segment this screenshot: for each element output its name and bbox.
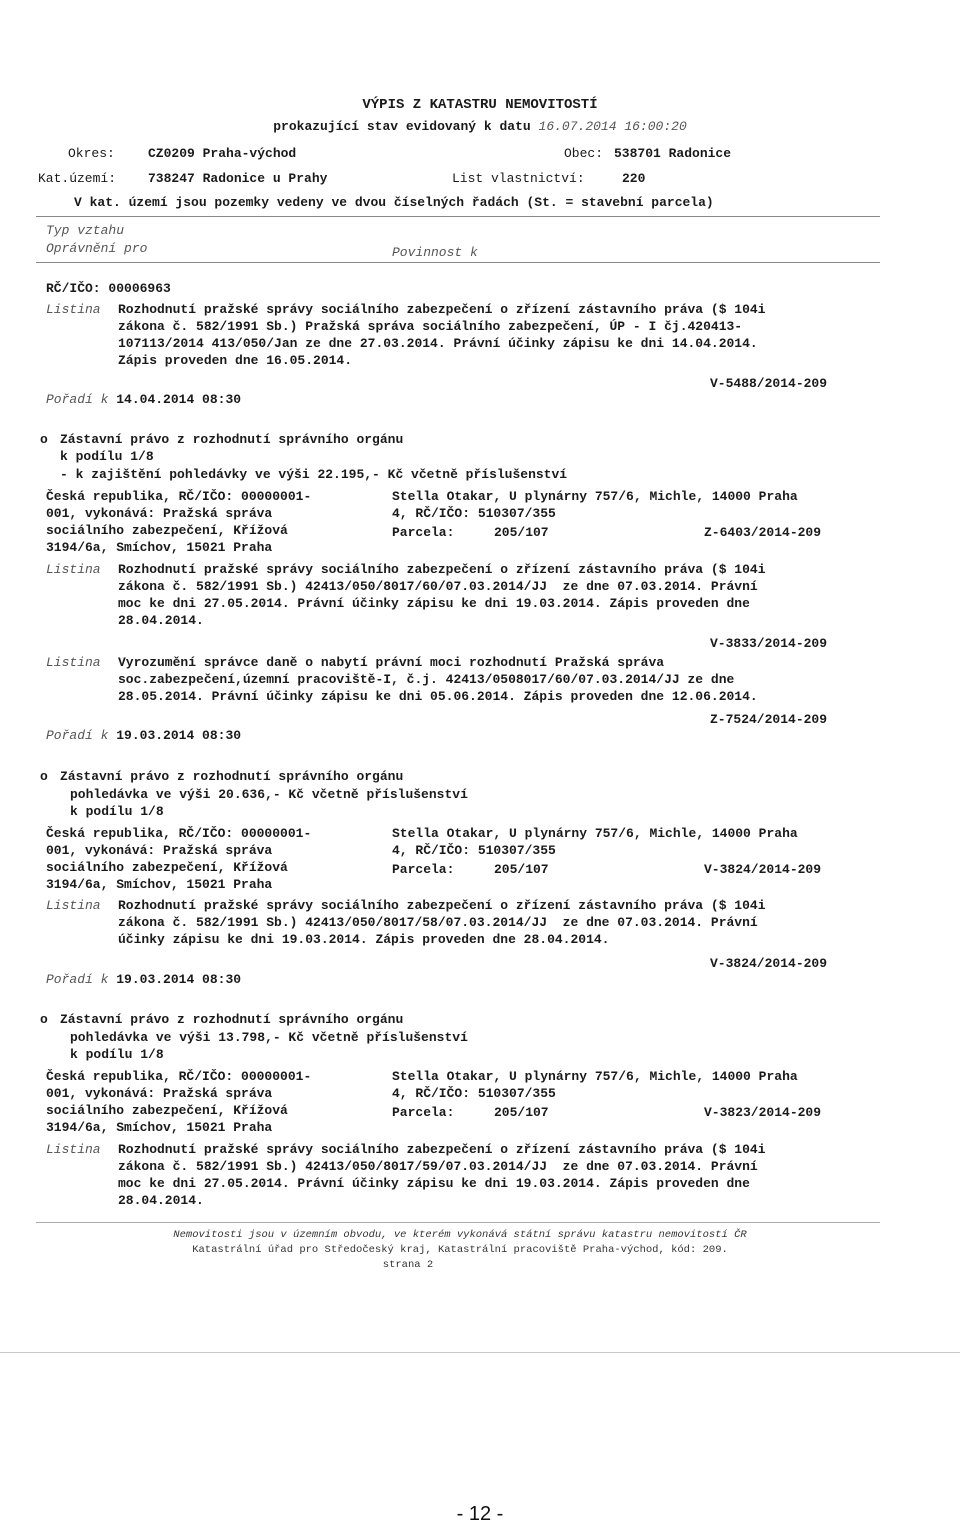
list-vlastnictvi-label: List vlastnictví: [452, 171, 585, 186]
opravneni-line: sociálního zabezpečení, Křížová [46, 860, 288, 875]
listina-ref: V-3824/2014-209 [710, 956, 828, 971]
entry-detail: k podílu 1/8 [70, 1047, 164, 1062]
povinnost-line: Stella Otakar, U plynárny 757/6, Michle, 14000 Praha [392, 826, 798, 841]
listina-line: 107113/2014 413/050/Jan ze dne 27.03.2014. Právní účinky zápisu ke dni 14.04.2014. [118, 336, 758, 351]
listina-label: Listina [46, 562, 101, 577]
poradi-label: Pořadí k [46, 392, 109, 407]
entry-marker: o [40, 432, 48, 447]
footer-divider [36, 1222, 880, 1223]
listina-line: Rozhodnutí pražské správy sociálního zabezpečení o zřízení zástavního práva ($ 104i [118, 302, 766, 317]
entry-title: Zástavní právo z rozhodnutí správního orgánu [60, 769, 404, 784]
povinnost-line: 4, RČ/IČO: 510307/355 [392, 506, 556, 521]
list-vlastnictvi-value: 220 [622, 171, 646, 186]
entry-detail: pohledávka ve výši 13.798,- Kč včetně příslušenství [70, 1030, 468, 1045]
katuzemi-label: Kat.území: [38, 171, 117, 186]
entry-title: Zástavní právo z rozhodnutí správního orgánu [60, 432, 404, 447]
listina-line: Rozhodnutí pražské správy sociálního zabezpečení o zřízení zástavního práva ($ 104i [118, 898, 766, 913]
poradi-value: 19.03.2014 08:30 [116, 728, 242, 743]
opravneni-line: Česká republika, RČ/IČO: 00000001- [46, 1069, 312, 1084]
poradi-label: Pořadí k [46, 972, 109, 987]
rc-ico-value: 00006963 [108, 281, 171, 296]
parcela-value: 205/107 [494, 525, 549, 540]
col-typ-vztahu: Typ vztahu [46, 223, 125, 238]
entry-marker: o [40, 1012, 48, 1027]
listina-ref: V-5488/2014-209 [710, 376, 828, 391]
listina-line: moc ke dni 27.05.2014. Právní účinky zápisu ke dni 19.03.2014. Zápis proveden dne [118, 1176, 750, 1191]
subtitle-date: 16.07.2014 16:00:20 [538, 119, 687, 134]
obec-value: 538701 Radonice [614, 146, 732, 161]
parcela-label: Parcela: [392, 862, 455, 877]
parcela-ref: V-3823/2014-209 [704, 1105, 822, 1120]
opravneni-line: 3194/6a, Smíchov, 15021 Praha [46, 540, 273, 555]
okres-value: CZ0209 Praha-východ [148, 146, 297, 161]
parcela-value: 205/107 [494, 1105, 549, 1120]
listina-line: Rozhodnutí pražské správy sociálního zabezpečení o zřízení zástavního práva ($ 104i [118, 562, 766, 577]
listina-label: Listina [46, 655, 101, 670]
page-separator [0, 1352, 960, 1353]
entry-marker: o [40, 769, 48, 784]
listina-label: Listina [46, 1142, 101, 1157]
parcela-ref: Z-6403/2014-209 [704, 525, 822, 540]
parcela-label: Parcela: [392, 525, 455, 540]
povinnost-line: 4, RČ/IČO: 510307/355 [392, 1086, 556, 1101]
listina-label: Listina [46, 898, 101, 913]
opravneni-line: sociálního zabezpečení, Křížová [46, 523, 288, 538]
listina-line: zákona č. 582/1991 Sb.) 42413/050/8017/59/07.03.2014/JJ ze dne 07.03.2014. Právní [118, 1159, 758, 1174]
col-opravneni-pro: Oprávnění pro [46, 241, 148, 256]
footer-page-label: strana 2 [382, 1259, 434, 1271]
opravneni-line: Česká republika, RČ/IČO: 00000001- [46, 489, 312, 504]
document-subtitle [0, 118, 960, 135]
poradi-line [46, 971, 241, 988]
parcela-ref: V-3824/2014-209 [704, 862, 822, 877]
entry-detail: k podílu 1/8 [60, 449, 154, 464]
poradi-line [46, 727, 241, 744]
opravneni-line: 001, vykonává: Pražská správa [46, 843, 273, 858]
listina-line: zákona č. 582/1991 Sb.) 42413/050/8017/60/07.03.2014/JJ ze dne 07.03.2014. Právní [118, 579, 758, 594]
rc-ico-line [46, 280, 171, 297]
opravneni-line: 001, vykonává: Pražská správa [46, 1086, 273, 1101]
entry-detail: - k zajištění pohledávky ve výši 22.195,- Kč včetně příslušenství [60, 467, 568, 482]
listina-line: 28.04.2014. [118, 1193, 204, 1208]
listina-line: moc ke dni 27.05.2014. Právní účinky zápisu ke dni 19.03.2014. Zápis proveden dne [118, 596, 750, 611]
opravneni-line: Česká republika, RČ/IČO: 00000001- [46, 826, 312, 841]
opravneni-line: 3194/6a, Smíchov, 15021 Praha [46, 877, 273, 892]
povinnost-line: 4, RČ/IČO: 510307/355 [392, 843, 556, 858]
listina-ref: V-3833/2014-209 [710, 636, 828, 651]
opravneni-line: 001, vykonává: Pražská správa [46, 506, 273, 521]
listina-line: soc.zabezpečení,územní pracoviště-I, č.j. 42413/0508017/60/07.03.2014/JJ ze dne [118, 672, 735, 687]
footer-line-1: Nemovitosti jsou v územním obvodu, ve kterém vykonává státní správu katastru nemovitostí ČR [173, 1229, 747, 1241]
listina-line: zákona č. 582/1991 Sb.) Pražská správa sociálního zabezpečení, ÚP - I čj.420413- [118, 319, 743, 334]
listina-line: účinky zápisu ke dni 19.03.2014. Zápis proveden dne 28.04.2014. [118, 932, 610, 947]
katuzemi-value: 738247 Radonice u Prahy [148, 171, 328, 186]
opravneni-line: sociálního zabezpečení, Křížová [46, 1103, 288, 1118]
rc-ico-label: RČ/IČO: [46, 281, 101, 296]
listina-line: 28.04.2014. [118, 613, 204, 628]
listina-label: Listina [46, 302, 101, 317]
listina-line: Zápis proveden dne 16.05.2014. [118, 353, 353, 368]
poradi-value: 19.03.2014 08:30 [116, 972, 242, 987]
obec-label: Obec: [564, 146, 604, 161]
povinnost-line: Stella Otakar, U plynárny 757/6, Michle, 14000 Praha [392, 1069, 798, 1084]
poradi-value: 14.04.2014 08:30 [116, 392, 242, 407]
subtitle-prefix: prokazující stav evidovaný k datu [273, 119, 531, 134]
header-divider [36, 216, 880, 217]
listina-line: 28.05.2014. Právní účinky zápisu ke dni 05.06.2014. Zápis proveden dne 12.06.2014. [118, 689, 758, 704]
listina-line: Rozhodnutí pražské správy sociálního zabezpečení o zřízení zástavního práva ($ 104i [118, 1142, 766, 1157]
parcela-value: 205/107 [494, 862, 549, 877]
col-povinnost-k: Povinnost k [392, 245, 478, 260]
footer-line-2: Katastrální úřad pro Středočeský kraj, Katastrální pracoviště Praha-východ, kód: 209. [192, 1244, 728, 1256]
page-number: - 12 - [456, 1503, 504, 1525]
entry-detail: k podílu 1/8 [70, 804, 164, 819]
entry-title: Zástavní právo z rozhodnutí správního orgánu [60, 1012, 404, 1027]
kat-uzemi-note: V kat. území jsou pozemky vedeny ve dvou číselných řadách (St. = stavební parcela) [74, 195, 714, 210]
opravneni-line: 3194/6a, Smíchov, 15021 Praha [46, 1120, 273, 1135]
entry-detail: pohledávka ve výši 20.636,- Kč včetně příslušenství [70, 787, 468, 802]
poradi-label: Pořadí k [46, 728, 109, 743]
listina-line: zákona č. 582/1991 Sb.) 42413/050/8017/58/07.03.2014/JJ ze dne 07.03.2014. Právní [118, 915, 758, 930]
columns-divider [36, 262, 880, 263]
document-title: VÝPIS Z KATASTRU NEMOVITOSTÍ [362, 97, 598, 113]
poradi-line [46, 391, 241, 408]
okres-label: Okres: [68, 146, 115, 161]
listina-ref: Z-7524/2014-209 [710, 712, 828, 727]
parcela-label: Parcela: [392, 1105, 455, 1120]
listina-line: Vyrozumění správce daně o nabytí právní moci rozhodnutí Pražská správa [118, 655, 665, 670]
povinnost-line: Stella Otakar, U plynárny 757/6, Michle, 14000 Praha [392, 489, 798, 504]
